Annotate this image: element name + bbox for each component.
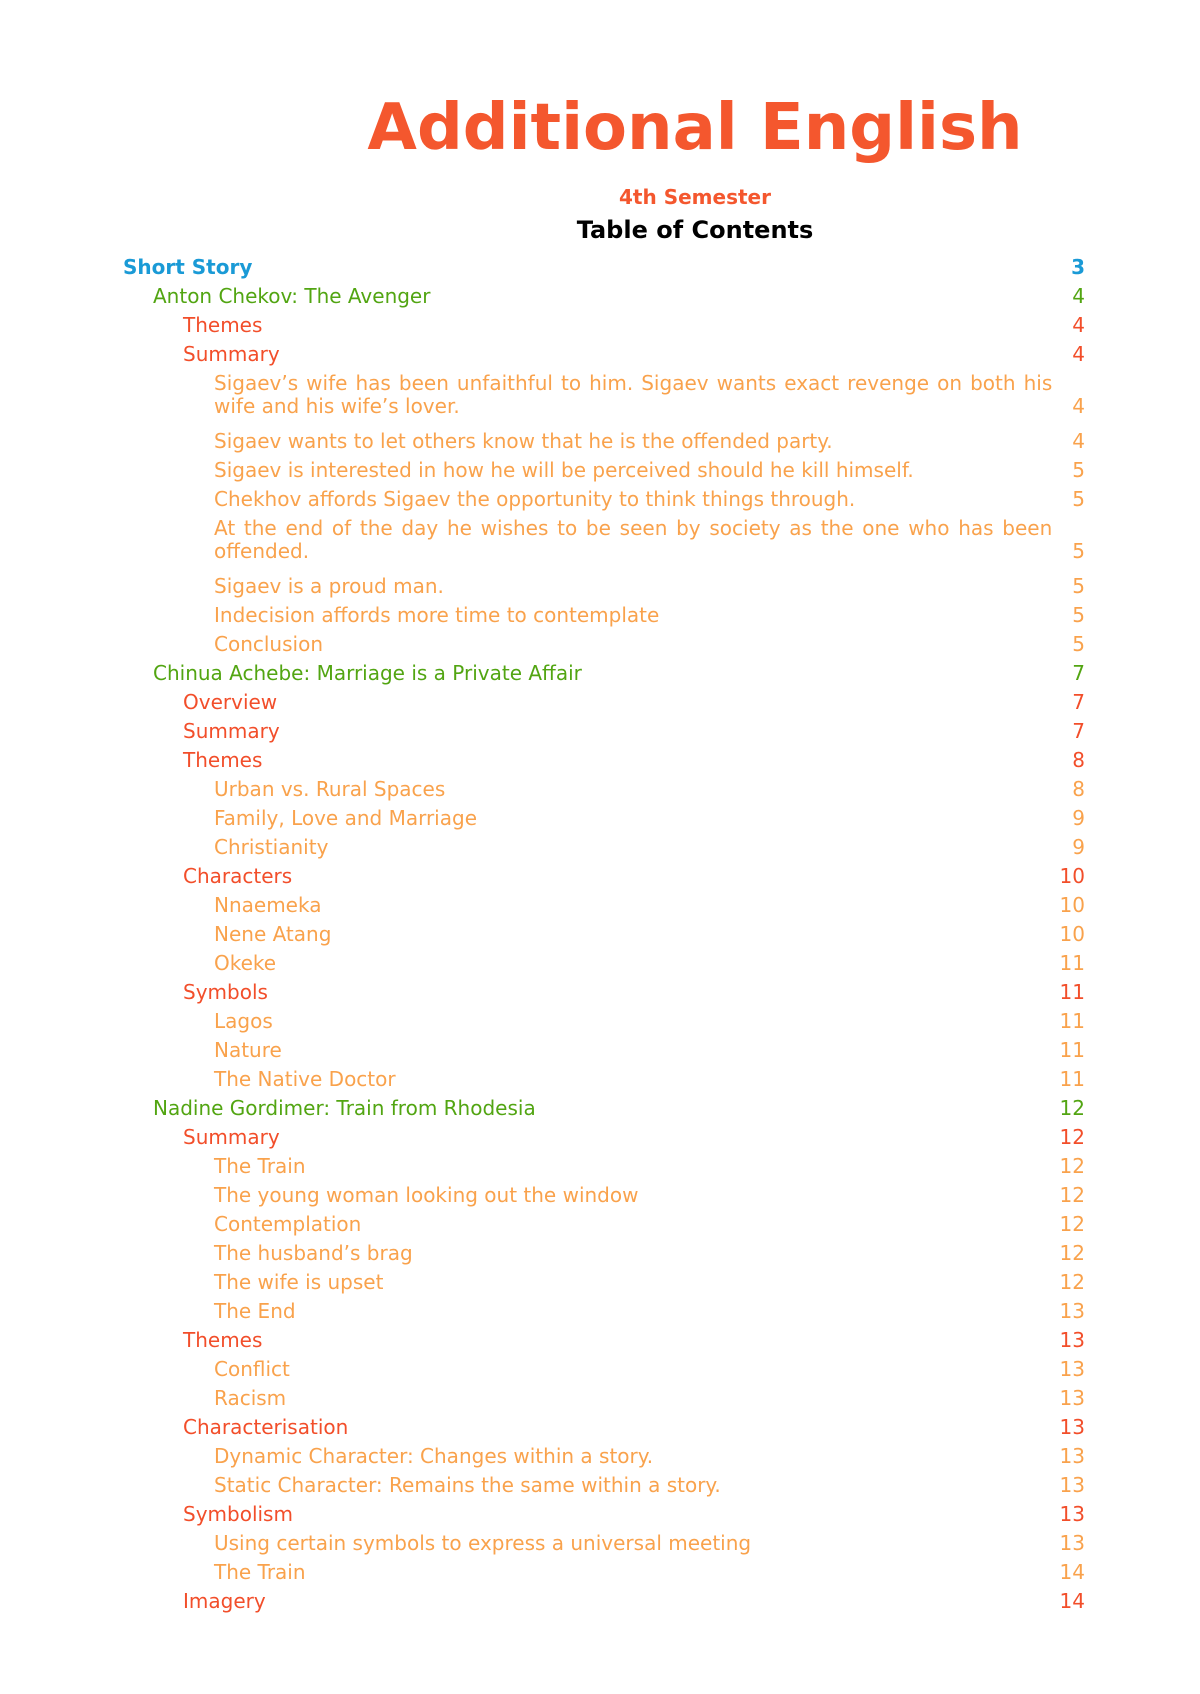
toc-entry-level-4[interactable] [123, 1271, 1085, 1300]
toc-entry-page-number: 11 [1059, 1067, 1085, 1091]
toc-entry-page-number: 5 [1072, 487, 1085, 511]
toc-entry-label: Family, Love and Marriage [214, 806, 477, 830]
toc-entry-page-number: 9 [1072, 835, 1085, 859]
toc-entry-label: The wife is upset [214, 1270, 384, 1294]
toc-entry-level-4[interactable] [123, 488, 1085, 517]
toc-entry-level-4[interactable] [123, 952, 1085, 981]
toc-entry-label: Okeke [214, 951, 277, 975]
toc-entry-label: Dynamic Character: Changes within a story. [214, 1444, 654, 1468]
toc-entry-page-number: 4 [1072, 284, 1085, 308]
toc-entry-level-4[interactable] [123, 1010, 1085, 1039]
toc-entry-level-3[interactable] [123, 691, 1085, 720]
toc-entry-label: Indecision affords more time to contemplate [214, 603, 660, 627]
toc-entry-level-3[interactable] [123, 865, 1085, 894]
toc-entry-label: Using certain symbols to express a universal meeting [214, 1531, 752, 1555]
document-title: Additional English [367, 91, 1023, 165]
toc-entry-label: Anton Chekov: The Avenger [153, 284, 431, 308]
toc-entry-level-4[interactable] [123, 430, 1085, 459]
toc-entry-label: Symbolism [183, 1502, 293, 1526]
toc-entry-page-number: 14 [1059, 1589, 1085, 1613]
toc-entry-page-number: 12 [1059, 1241, 1085, 1265]
toc-entry-level-4[interactable] [123, 923, 1085, 952]
toc-entry-label: At the end of the day he wishes to be seen by society as the one who has been offended. [214, 516, 1053, 563]
toc-entry-page-number: 5 [1072, 574, 1085, 598]
toc-entry-level-4[interactable] [123, 459, 1085, 488]
toc-entry-page-number: 4 [1072, 394, 1085, 418]
toc-entry-page-number: 10 [1059, 922, 1085, 946]
toc-entry-level-4[interactable] [123, 1358, 1085, 1387]
toc-entry-label: Conclusion [214, 632, 323, 656]
toc-entry-page-number: 8 [1072, 748, 1085, 772]
toc-entry-level-4[interactable] [123, 778, 1085, 807]
toc-entry-label: The husband’s brag [214, 1241, 413, 1265]
toc-entry-level-4[interactable] [123, 1445, 1085, 1474]
toc-entry-label: Static Character: Remains the same within a story. [214, 1473, 721, 1497]
toc-entry-page-number: 11 [1059, 951, 1085, 975]
toc-entry-page-number: 12 [1059, 1096, 1085, 1120]
toc-entry-page-number: 12 [1059, 1154, 1085, 1178]
toc-entry-page-number: 13 [1059, 1473, 1085, 1497]
toc-entry-page-number: 10 [1059, 893, 1085, 917]
toc-entry-label: Nene Atang [214, 922, 332, 946]
toc-entry-level-1[interactable] [123, 256, 1085, 285]
toc-entry-label: The Native Doctor [214, 1067, 396, 1091]
toc-entry-level-4[interactable] [123, 604, 1085, 633]
toc-entry-level-4[interactable] [123, 1300, 1085, 1329]
toc-entry-label: Themes [183, 313, 263, 337]
toc-entry-level-2[interactable] [123, 662, 1085, 691]
toc-entry-label: Conflict [214, 1357, 290, 1381]
toc-entry-label: Sigaev wants to let others know that he is the offended party. [214, 429, 833, 453]
toc-entry-level-4[interactable] [123, 807, 1085, 836]
toc-heading: Table of Contents [576, 216, 814, 244]
toc-entry-level-4[interactable] [123, 1387, 1085, 1416]
toc-entry-level-3[interactable] [123, 1126, 1085, 1155]
toc-entry-page-number: 8 [1072, 777, 1085, 801]
toc-entry-page-number: 4 [1072, 429, 1085, 453]
toc-entry-page-number: 5 [1072, 632, 1085, 656]
toc-entry-page-number: 9 [1072, 806, 1085, 830]
toc-entry-label: The Train [214, 1560, 306, 1584]
toc-entry-level-4[interactable] [123, 633, 1085, 662]
toc-entry-label: The young woman looking out the window [214, 1183, 639, 1207]
toc-entry-level-4[interactable] [123, 1474, 1085, 1503]
toc-entry-page-number: 4 [1072, 342, 1085, 366]
toc-entry-label: Themes [183, 748, 263, 772]
toc-entry-label: Chinua Achebe: Marriage is a Private Affair [153, 661, 582, 685]
toc-entry-label: Summary [183, 719, 280, 743]
toc-entry-page-number: 12 [1059, 1183, 1085, 1207]
toc-entry-label: Characters [183, 864, 293, 888]
toc-entry-level-4[interactable] [123, 1213, 1085, 1242]
toc-entry-level-3[interactable] [123, 749, 1085, 778]
toc-entry-level-3[interactable] [123, 1503, 1085, 1532]
toc-entry-label: Nadine Gordimer: Train from Rhodesia [153, 1096, 536, 1120]
toc-entry-level-3[interactable] [123, 343, 1085, 372]
toc-entry-level-4[interactable] [123, 1068, 1085, 1097]
toc-entry-label: Chekhov affords Sigaev the opportunity to think things through. [214, 487, 856, 511]
toc-entry-label: Sigaev is a proud man. [214, 574, 444, 598]
toc-entry-label: Sigaev’s wife has been unfaithful to him. Sigaev wants exact revenge on both his wife and his wife’s lover. [214, 371, 1053, 418]
toc-entry-page-number: 5 [1072, 458, 1085, 482]
toc-entry-label: Short Story [123, 255, 253, 279]
toc-entry-page-number: 3 [1071, 255, 1085, 279]
toc-entry-level-2[interactable] [123, 1097, 1085, 1126]
toc-entry-level-3[interactable] [123, 1329, 1085, 1358]
toc-entry-level-4[interactable] [123, 1039, 1085, 1068]
toc-entry-label: Sigaev is interested in how he will be perceived should he kill himself. [214, 458, 914, 482]
toc-entry-page-number: 13 [1059, 1531, 1085, 1555]
toc-entry-level-4[interactable] [123, 1184, 1085, 1213]
toc-entry-level-4[interactable] [123, 1532, 1085, 1561]
toc-entry-level-2[interactable] [123, 285, 1085, 314]
toc-entry-page-number: 11 [1059, 980, 1085, 1004]
toc-entry-label: Lagos [214, 1009, 273, 1033]
toc-entry-label: Symbols [183, 980, 268, 1004]
toc-entry-page-number: 11 [1059, 1038, 1085, 1062]
toc-entry-level-3[interactable] [123, 1590, 1085, 1619]
toc-entry-level-4[interactable] [123, 1561, 1085, 1590]
toc-entry-level-4[interactable] [123, 1155, 1085, 1184]
toc-entry-page-number: 13 [1059, 1299, 1085, 1323]
toc-entry-page-number: 13 [1059, 1386, 1085, 1410]
toc-entry-level-3[interactable] [123, 1416, 1085, 1445]
toc-entry-level-4[interactable] [123, 894, 1085, 923]
toc-entry-level-4[interactable] [123, 372, 1085, 424]
toc-entry-label: Contemplation [214, 1212, 362, 1236]
toc-entry-page-number: 13 [1059, 1502, 1085, 1526]
toc-entry-page-number: 5 [1072, 603, 1085, 627]
toc-entry-label: Themes [183, 1328, 263, 1352]
document-subtitle: 4th Semester [619, 185, 771, 209]
toc-entry-level-4[interactable] [123, 575, 1085, 604]
toc-entry-page-number: 7 [1072, 661, 1085, 685]
toc-entry-label: The Train [214, 1154, 306, 1178]
toc-entry-page-number: 10 [1059, 864, 1085, 888]
toc-entry-page-number: 4 [1072, 313, 1085, 337]
toc-entry-page-number: 12 [1059, 1270, 1085, 1294]
toc-entry-page-number: 5 [1072, 539, 1085, 563]
toc-entry-label: Overview [183, 690, 278, 714]
toc-entry-level-4[interactable] [123, 517, 1085, 569]
table-of-contents [123, 256, 1085, 1619]
toc-entry-page-number: 13 [1059, 1328, 1085, 1352]
toc-entry-page-number: 13 [1059, 1357, 1085, 1381]
toc-entry-page-number: 11 [1059, 1009, 1085, 1033]
toc-entry-label: Christianity [214, 835, 329, 859]
toc-entry-level-4[interactable] [123, 836, 1085, 865]
toc-entry-page-number: 12 [1059, 1212, 1085, 1236]
toc-entry-label: Nnaemeka [214, 893, 322, 917]
toc-entry-label: Nature [214, 1038, 282, 1062]
toc-entry-page-number: 7 [1072, 690, 1085, 714]
toc-entry-level-3[interactable] [123, 720, 1085, 749]
toc-entry-level-3[interactable] [123, 981, 1085, 1010]
toc-entry-page-number: 7 [1072, 719, 1085, 743]
toc-entry-label: Characterisation [183, 1415, 349, 1439]
toc-entry-label: Summary [183, 1125, 280, 1149]
toc-entry-page-number: 14 [1059, 1560, 1085, 1584]
toc-entry-level-3[interactable] [123, 314, 1085, 343]
toc-entry-label: Racism [214, 1386, 287, 1410]
toc-entry-page-number: 13 [1059, 1444, 1085, 1468]
toc-entry-level-4[interactable] [123, 1242, 1085, 1271]
toc-entry-label: Urban vs. Rural Spaces [214, 777, 446, 801]
toc-entry-page-number: 13 [1059, 1415, 1085, 1439]
toc-entry-page-number: 12 [1059, 1125, 1085, 1149]
toc-entry-label: Imagery [183, 1589, 266, 1613]
toc-entry-label: The End [214, 1299, 296, 1323]
toc-entry-label: Summary [183, 342, 280, 366]
